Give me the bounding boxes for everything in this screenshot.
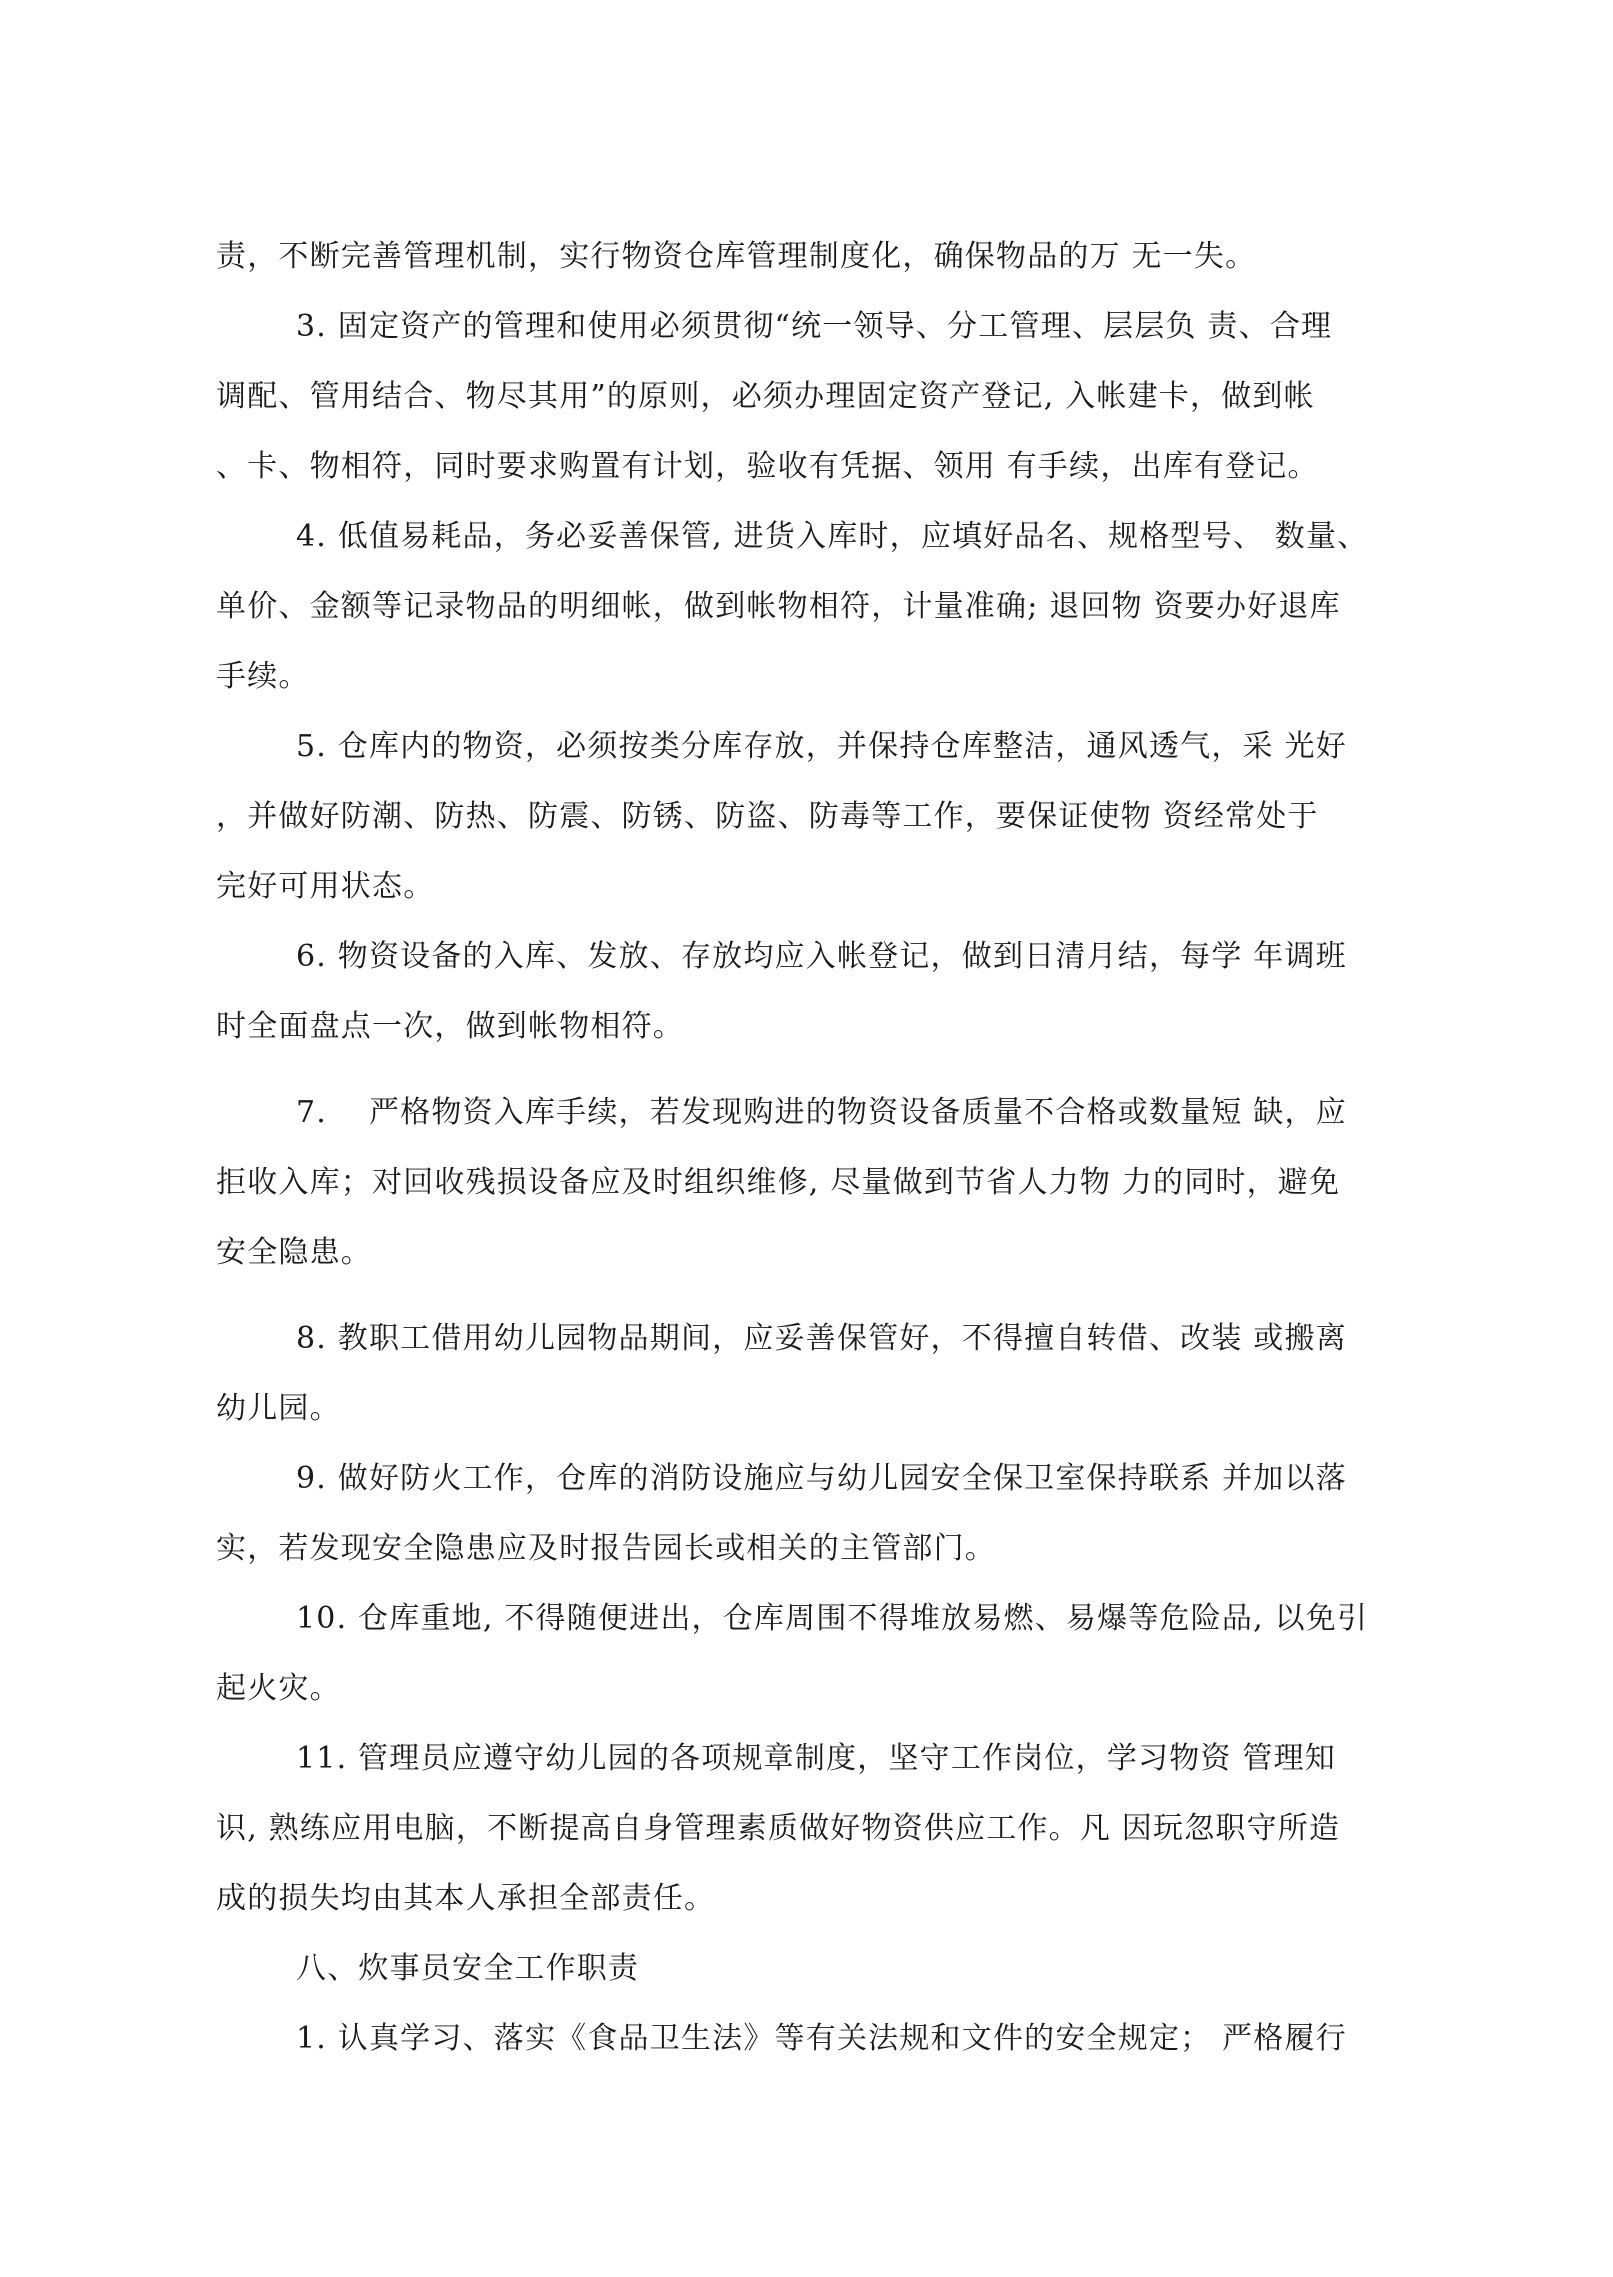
paragraph-gap bbox=[216, 1288, 1416, 1304]
paragraph-8-line-1: 8. 教职工借用幼儿园物品期间，应妥善保管好，不得擅自转借、改装 或搬离 bbox=[296, 1321, 1347, 1356]
paragraph-11-line-2: 识, 熟练应用电脑，不断提高自身管理素质做好物资供应工作。凡 因玩忽职守所造 bbox=[216, 1811, 1341, 1846]
paragraph-9-line-1: 9. 做好防火工作，仓库的消防设施应与幼儿园安全保卫室保持联系 并加以落 bbox=[296, 1461, 1347, 1496]
paragraph-4-line-2: 单价、金额等记录物品的明细帐，做到帐物相符，计量准确; 退回物 资要办好退库 bbox=[216, 589, 1341, 624]
paragraph-3-line-1: 3. 固定资产的管理和使用必须贯彻“统一领导、分工管理、层层负 责、合理 bbox=[296, 309, 1333, 344]
paragraph-8-line-2: 幼儿园。 bbox=[216, 1391, 341, 1426]
section-heading-cook-safety: 八、炊事员安全工作职责 bbox=[296, 1951, 640, 1986]
paragraph-10-line-2: 起火灾。 bbox=[216, 1671, 341, 1706]
paragraph-3-line-2: 调配、管用结合、物尽其用”的原则，必须办理固定资产登记, 入帐建卡，做到帐 bbox=[216, 379, 1315, 414]
paragraph-gap bbox=[216, 1062, 1416, 1078]
paragraph-9-line-2: 实，若发现安全隐患应及时报告园长或相关的主管部门。 bbox=[216, 1531, 996, 1566]
paragraph-6-line-1: 6. 物资设备的入库、发放、存放均应入帐登记，做到日清月结，每学 年调班 bbox=[296, 939, 1347, 974]
paragraph-7-line-3: 安全隐患。 bbox=[216, 1235, 372, 1270]
paragraph-3-line-3: 、卡、物相符，同时要求购置有计划，验收有凭据、领用 有手续，出库有登记。 bbox=[216, 449, 1319, 484]
paragraph-5-line-1: 5. 仓库内的物资，必须按类分库存放，并保持仓库整洁，通风透气，采 光好 bbox=[296, 729, 1347, 764]
paragraph-4-line-3: 手续。 bbox=[216, 659, 310, 694]
paragraph-4-line-1: 4. 低值易耗品，务必妥善保管, 进货入库时，应填好品名、规格型号、 数量、 bbox=[296, 519, 1369, 554]
paragraph-continuation-line: 责，不断完善管理机制，实行物资仓库管理制度化，确保物品的万 无一失。 bbox=[216, 239, 1257, 274]
paragraph-11-line-1: 11. 管理员应遵守幼儿园的各项规章制度，坚守工作岗位，学习物资 管理知 bbox=[296, 1741, 1336, 1776]
paragraph-10-line-1: 10. 仓库重地, 不得随便进出，仓库周围不得堆放易燃、易爆等危险品, 以免引 bbox=[296, 1601, 1369, 1636]
document-body bbox=[216, 222, 1416, 2074]
paragraph-6-line-2: 时全面盘点一次，做到帐物相符。 bbox=[216, 1009, 684, 1044]
paragraph-5-line-2: ，并做好防潮、防热、防震、防锈、防盗、防毒等工作，要保证使物 资经常处于 bbox=[216, 799, 1319, 834]
paragraph-7-line-1: 7. 严格物资入库手续，若发现购进的物资设备质量不合格或数量短 缺，应 bbox=[296, 1095, 1347, 1130]
paragraph-11-line-3: 成的损失均由其本人承担全部责任。 bbox=[216, 1881, 716, 1916]
paragraph-5-line-3: 完好可用状态。 bbox=[216, 869, 435, 904]
paragraph-7-line-2: 拒收入库；对回收残损设备应及时组织维修, 尽量做到节省人力物 力的同时，避免 bbox=[216, 1165, 1341, 1200]
cook-paragraph-1-line-1: 1. 认真学习、落实《食品卫生法》等有关法规和文件的安全规定； 严格履行 bbox=[296, 2021, 1347, 2056]
